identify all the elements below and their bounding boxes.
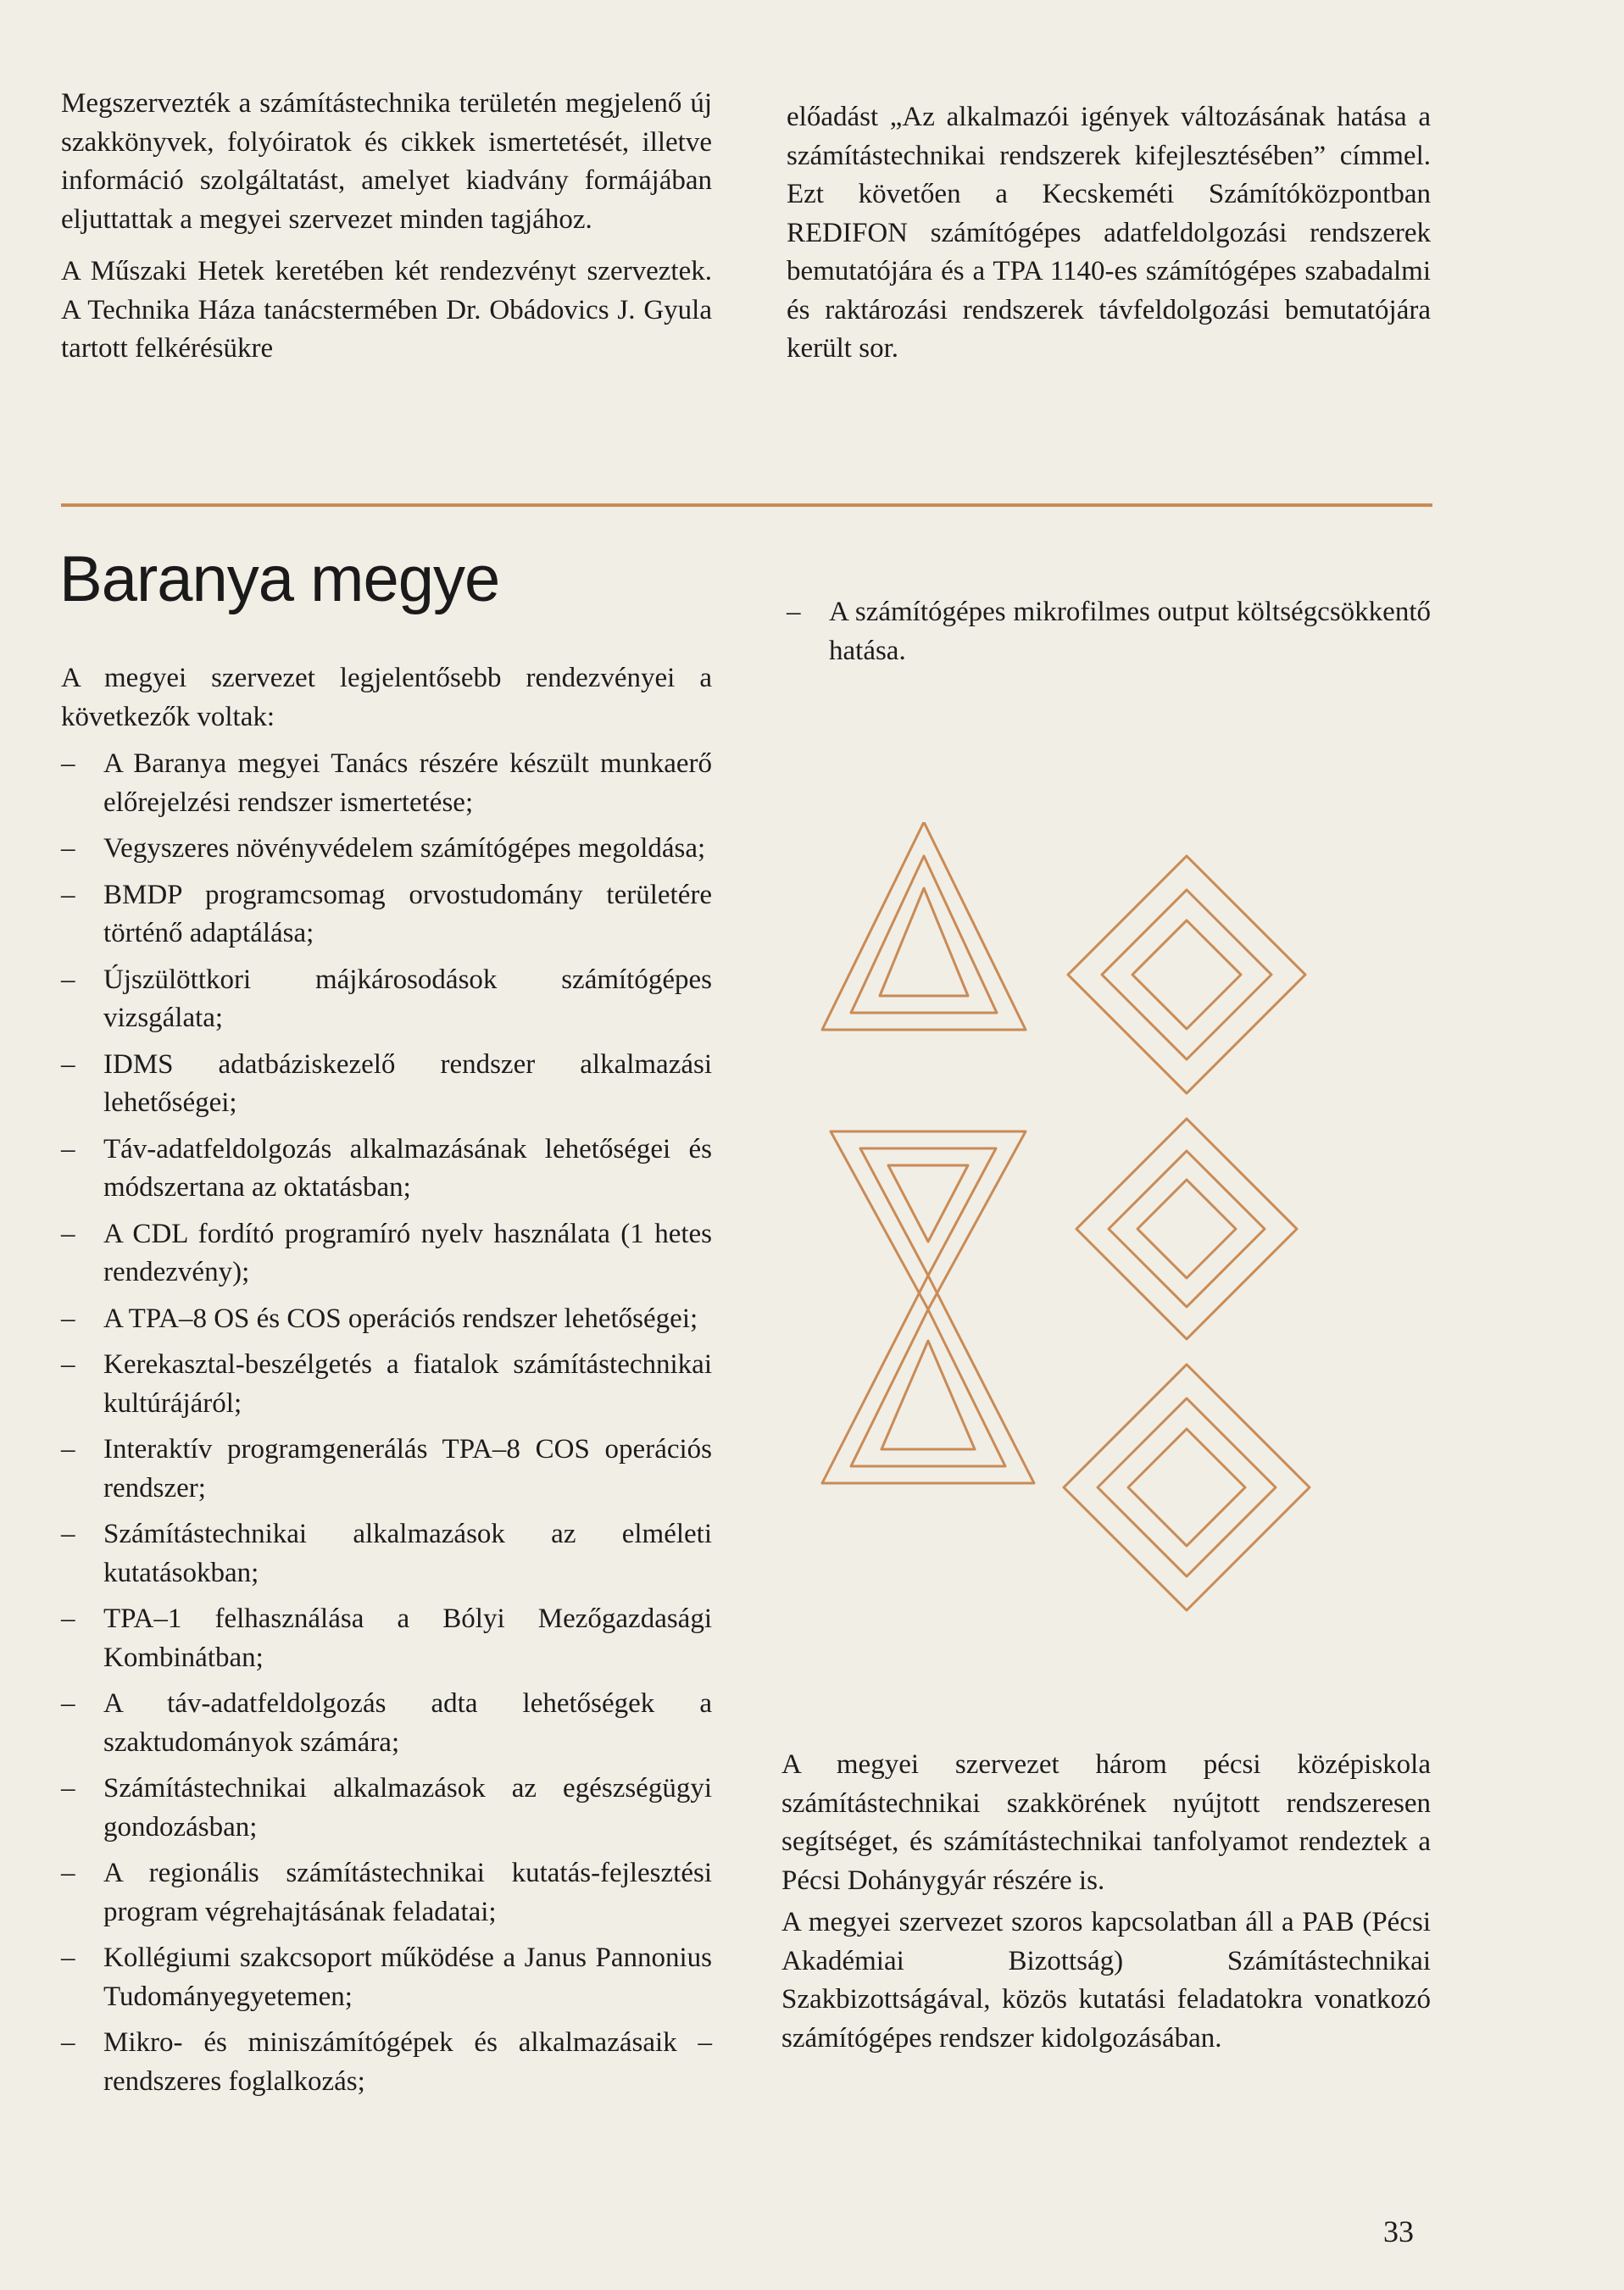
list-item: – Vegyszeres növényvédelem számítógépes megoldása; — [61, 833, 706, 864]
list-item: – TPA–1 felhasználása a Bólyi Mezőgazdasági Kombinátban; — [61, 1604, 712, 1673]
list-item: – Számítástechnikai alkalmazások az elméleti kutatásokban; — [61, 1519, 712, 1588]
paragraph: Megszervezték a számítástechnika területén megjelenő új szakkönyvek, folyóiratok és cikkek ismertetését, illetve információ szolgáltatást, amelyet kiadvány formájában eljuttattak a megyei szervezet minden tagjához. — [61, 88, 712, 235]
impossible-diamond-graphic — [1064, 1365, 1310, 1610]
list-item: – Táv-adatfeldolgozás alkalmazásának lehetőségei és módszertana az oktatásban; — [61, 1133, 712, 1203]
list-item: – IDMS adatbáziskezelő rendszer alkalmazási lehetőségei; — [61, 1048, 712, 1118]
impossible-diamond-graphic — [1068, 856, 1305, 1093]
impossible-diamond-graphic — [1076, 1119, 1297, 1339]
list-item: – Kollégiumi szakcsoport működése a Janus Pannonius Tudományegyetemen; — [61, 1943, 712, 2012]
list-item: – Interaktív programgenerálás TPA–8 COS operációs rendszer; — [61, 1434, 712, 1504]
impossible-triangle-graphic — [822, 822, 1026, 1030]
paragraph: A Műszaki Hetek keretében két rendezvényt szerveztek. A Technika Háza tanácstermében Dr. Obádovics J. Gyula tartott felkérésükre — [61, 256, 712, 364]
list-item: – A számítógépes mikrofilmes output költségcsökkentő hatása. — [787, 597, 1431, 666]
list-item: – Kerekasztal-beszélgetés a fiatalok számítástechnikai kultúrájáról; — [61, 1349, 712, 1419]
list-item: – A Baranya megyei Tanács részére készült munkaerő előrejelzési rendszer ismertetése; — [61, 748, 712, 818]
baranya-continued-column — [787, 593, 1431, 678]
list-item: – Mikro- és miniszámítógépek és alkalmazásaik – rendszeres foglalkozás; — [61, 2027, 712, 2097]
section-rule — [61, 503, 1432, 507]
paragraph: előadást „Az alkalmazói igények változásának hatása a számítástechnikai rendszerek kifejlesztésében” címmel. Ezt követően a Kecskeméti Számítóközpontban REDIFON számítógépes adatfeldolgozási rendszerek bemutatójára és a TPA 1140-es számítógépes szabadalmi és raktározási rendszerek távfeldolgozási bemutatójára került sor. — [787, 102, 1431, 364]
list-item: – A táv-adatfeldolgozás adta lehetőségek a szaktudományok számára; — [61, 1688, 712, 1758]
list-item: – A regionális számítástechnikai kutatás-fejlesztési program végrehajtásának feladatai; — [61, 1858, 712, 1927]
page-number: 33 — [1383, 2215, 1414, 2248]
list-item: – BMDP programcsomag orvostudomány területére történő adaptálása; — [61, 879, 712, 948]
top-right-column — [787, 98, 1431, 369]
baranya-intro: A megyei szervezet legjelentősebb rendezvényei a következők voltak: — [61, 663, 712, 732]
event-list-continued — [787, 593, 1431, 670]
list-item: – Újszülöttkori májkárosodások számítógépes vizsgálata; — [61, 964, 712, 1033]
impossible-triangle-graphic — [831, 1131, 1026, 1309]
section-heading: Baranya megye — [59, 543, 500, 615]
paragraph: A megyei szervezet szoros kapcsolatban áll a PAB (Pécsi Akadémiai Bizottság) Számítástechnikai Szakbizottságával, közös kutatási feladatokra vonatkozó számítógépes rendszer kidolgozásában. — [781, 1907, 1431, 2054]
baranya-column — [61, 659, 712, 2109]
list-item: – Számítástechnikai alkalmazások az egészségügyi gondozásban; — [61, 1773, 712, 1843]
impossible-triangle-graphic — [822, 1276, 1034, 1483]
impossible-shapes-illustration — [814, 822, 1390, 1636]
event-list — [61, 745, 712, 2101]
paragraph: A megyei szervezet három pécsi középiskola számítástechnikai szakkörének nyújtott rendszeresen segítséget, és számítástechnikai tanfolyamot rendeztek a Pécsi Dohánygyár részére is. — [781, 1749, 1431, 1896]
list-item: – A TPA–8 OS és COS operációs rendszer lehetőségei; — [61, 1303, 698, 1334]
list-item: – A CDL fordító programíró nyelv használata (1 hetes rendezvény); — [61, 1218, 712, 1287]
top-left-column — [61, 85, 712, 369]
bottom-right-column — [781, 1746, 1431, 2058]
